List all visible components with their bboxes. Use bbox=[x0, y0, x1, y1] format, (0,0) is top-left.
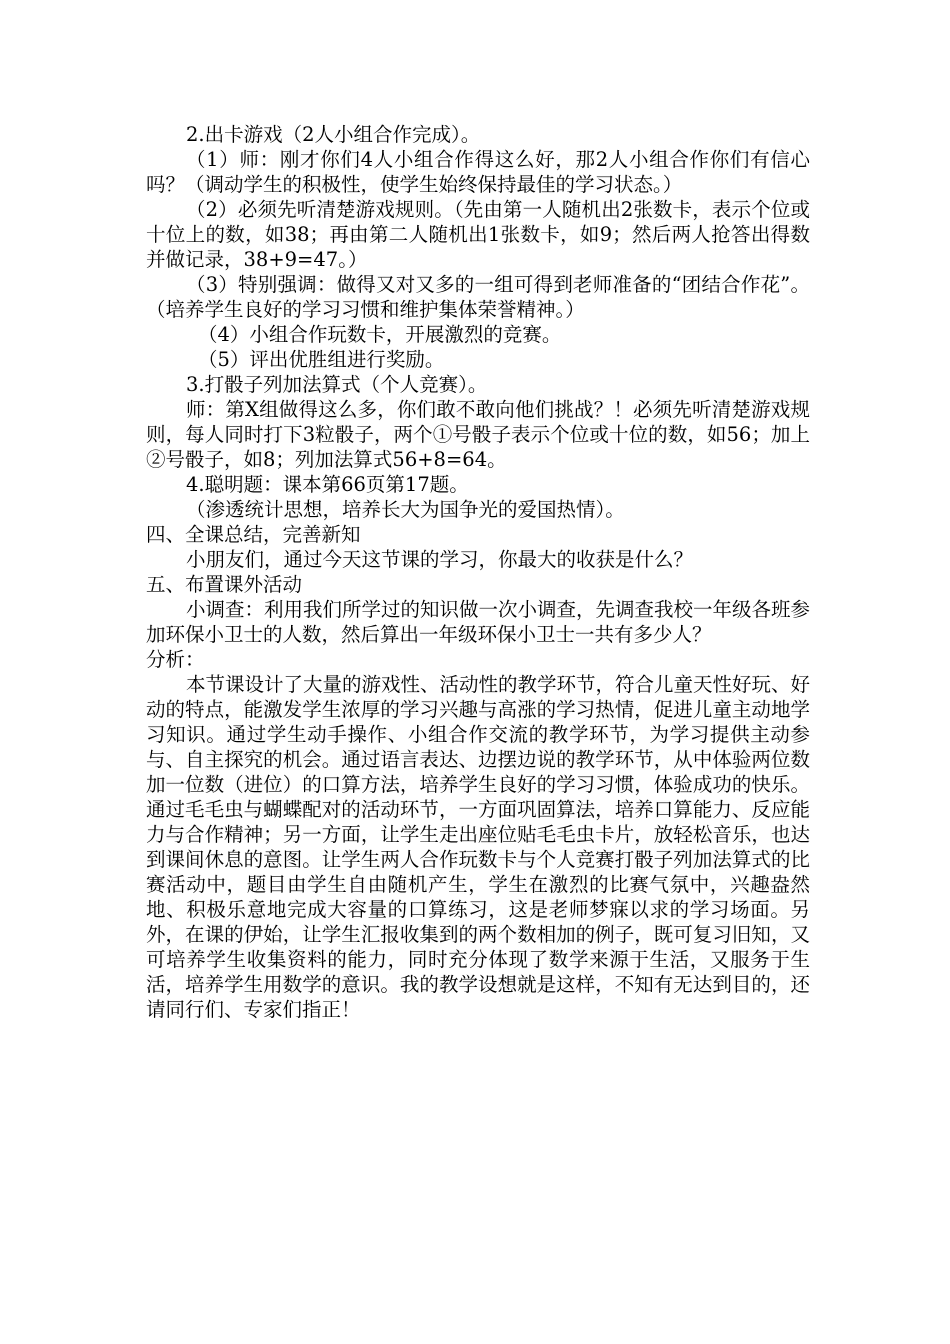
paragraph-statistics-note: （渗透统计思想，培养长大为国争光的爱国热情）。 bbox=[186, 498, 625, 521]
paragraph-teacher-question: （1）师：刚才你们4人小组合作得这么好，那2人小组合作你们有信心吗？（调动学生的积极性，使学生始终保持最佳的学习状态。） bbox=[146, 148, 810, 196]
section-heading-analysis: 分析： bbox=[146, 648, 205, 671]
paragraph-dice-rules: 师：第X组做得这么多，你们敢不敢向他们挑战？！必须先听清楚游戏规则，每人同时打下3粒骰子，两个①号骰子表示个位或十位的数，如56；加上②号骰子，如8；列加法算式56+8=64。 bbox=[146, 398, 810, 471]
paragraph-card-game: 2.出卡游戏（2人小组合作完成）。 bbox=[186, 123, 481, 146]
paragraph-survey: 小调查：利用我们所学过的知识做一次小调查，先调查我校一年级各班参加环保小卫士的人数，然后算出一年级环保小卫士一共有多少人？ bbox=[146, 598, 811, 646]
paragraph-summary-question: 小朋友们，通过今天这节课的学习，你最大的收获是什么？ bbox=[186, 548, 694, 571]
paragraph-game-rules: （2）必须先听清楚游戏规则。（先由第一人随机出2张数卡，表示个位或十位上的数，如38；再由第二人随机出1张数卡，如9；然后两人抢答出得数并做记录，38+9=47。） bbox=[146, 198, 810, 271]
section-heading-summary: 四、全课总结，完善新知 bbox=[146, 523, 361, 546]
paragraph-analysis: 本节课设计了大量的游戏性、活动性的教学环节，符合儿童天性好玩、好动的特点，能激发学生浓厚的学习兴趣与高涨的学习热情，促进儿童主动地学习知识。通过学生动手操作、小组合作交流的教学环节，为学习提供主动参与、自主探究的机会。通过语言表达、边摆边说的教学环节，从中体验两位数加一位数（进位）的口算方法，培养学生良好的学习习惯，体验成功的快乐。通过毛毛虫与蝴蝶配对的活动环节，一方面巩固算法，培养口算能力、反应能力与合作精神；另一方面，让学生走出座位贴毛毛虫卡片，放轻松音乐，也达到课间休息的意图。让学生两人合作玩数卡与个人竞赛打骰子列加法算式的比赛活动中，题目由学生自由随机产生，学生在激烈的比赛气氛中，兴趣盎然地、积极乐意地完成大容量的口算练习，这是老师梦寐以求的学习场面。另外，在课的伊始，让学生汇报收集到的两个数相加的例子，既可复习旧知，又可培养学生收集资料的能力，同时充分体现了数学来源于生活，又服务于生活，培养学生用数学的意识。我的教学设想就是这样，不知有无达到目的，还请同行们、专家们指正！ bbox=[146, 673, 811, 1021]
paragraph-emphasis: （3）特别强调：做得又对又多的一组可得到老师准备的“团结合作花”。（培养学生良好的学习习惯和维护集体荣誉精神。） bbox=[146, 273, 810, 321]
paragraph-reward: （5）评出优胜组进行奖励。 bbox=[198, 348, 445, 371]
paragraph-smart-question: 4.聪明题：课本第66页第17题。 bbox=[186, 473, 469, 496]
paragraph-competition: （4）小组合作玩数卡，开展激烈的竞赛。 bbox=[198, 323, 562, 346]
section-heading-activity: 五、布置课外活动 bbox=[146, 573, 303, 596]
document-page bbox=[146, 122, 810, 1022]
paragraph-dice-game: 3.打骰子列加法算式（个人竞赛）。 bbox=[186, 373, 488, 396]
